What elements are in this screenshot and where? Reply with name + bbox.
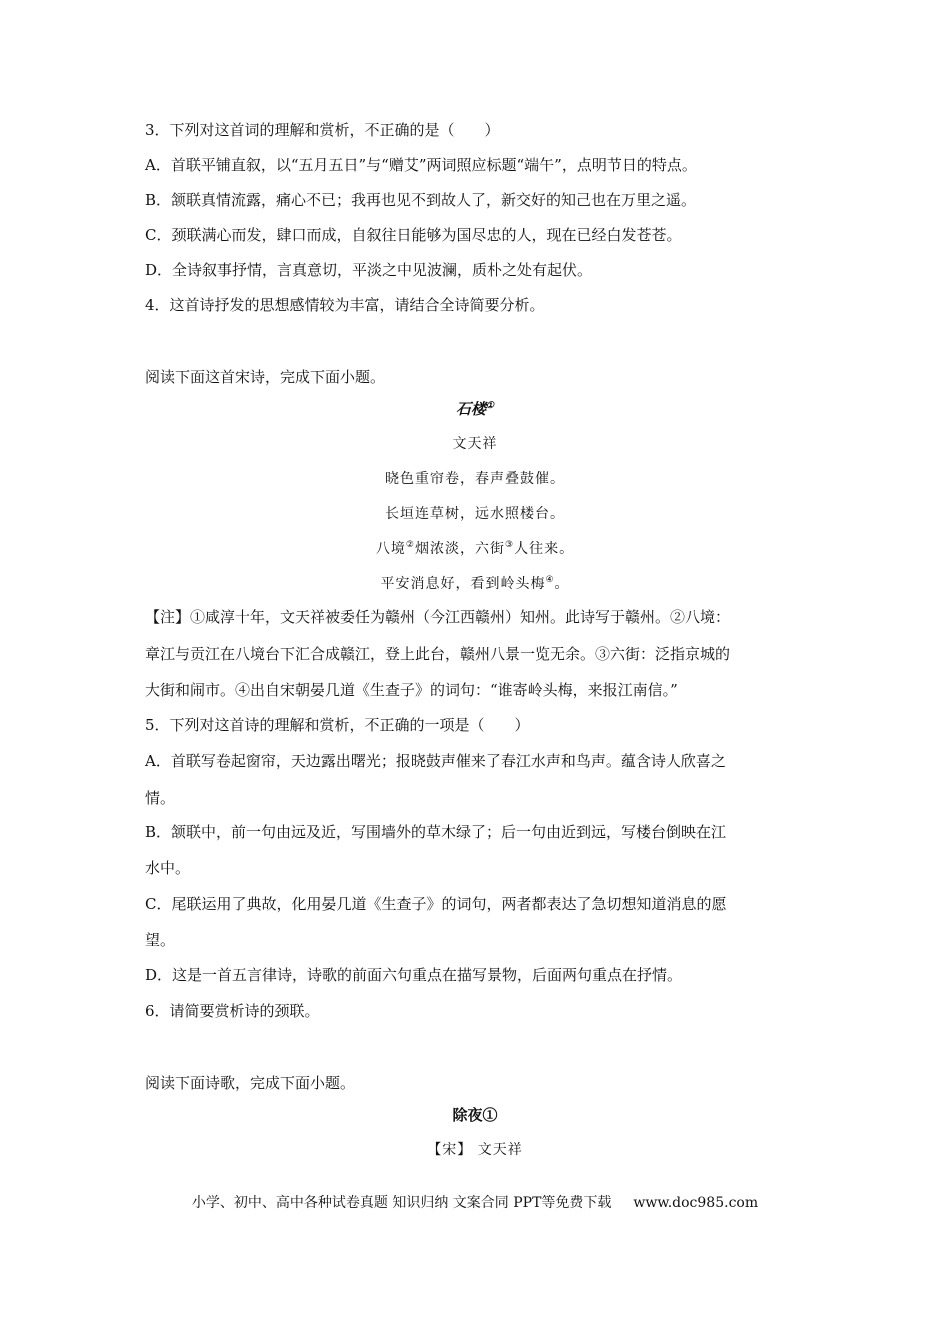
question-3-option-a: A．首联平铺直叙，以“五月五日”与“赠艾”两词照应标题“端午”，点明节日的特点。 (145, 156, 697, 174)
poem-author: 文天祥 (452, 436, 498, 452)
poem-title-text: 石楼 (455, 400, 486, 418)
question-3-option-c: C．颈联满心而发，肆口而成，自叙往日能够为国尽忠的人，现在已经白发苍苍。 (145, 226, 682, 244)
question-5-option-c-line-2: 望。 (145, 931, 176, 949)
poem-line-1: 晓色重帘卷，春声叠鼓催。 (385, 471, 565, 487)
page-footer (0, 1192, 950, 1212)
question-3-option-b: B．颔联真情流露，痛心不已；我再也见不到故人了，新交好的知己也在万里之遥。 (145, 191, 697, 209)
footer-url: www.doc985.com (633, 1195, 759, 1211)
footnote-marker-2: ② (405, 540, 415, 550)
section-2-intro: 阅读下面这首宋诗，完成下面小题。 (145, 368, 386, 386)
poem-2-title: 除夜① (452, 1106, 498, 1124)
poem-line-4 (0, 573, 950, 593)
note-line-1: 【注】①咸淳十年，文天祥被委任为赣州（今江西赣州）知州。此诗写于赣州。②八境： (145, 608, 731, 626)
question-5-option-c-line-1: C．尾联运用了典故，化用晏几道《生查子》的词句，两者都表达了急切想知道消息的愿 (145, 895, 727, 913)
poem-line-3-part-b: 烟浓淡，六街 (415, 541, 505, 557)
poem-line-3 (0, 538, 950, 558)
question-5-option-b-line-1: B．颔联中，前一句由远及近，写围墙外的草木绿了；后一句由近到远，写楼台倒映在江 (145, 823, 727, 841)
footnote-marker-3: ③ (505, 540, 515, 550)
question-4: 4．这首诗抒发的思想感情较为丰富，请结合全诗简要分析。 (145, 296, 545, 314)
question-5-option-d: D．这是一首五言律诗，诗歌的前面六句重点在描写景物，后面两句重点在抒情。 (145, 966, 683, 984)
note-line-2: 章江与贡江在八境台下汇合成赣江，登上此台，赣州八景一览无余。③六街：泛指京城的 (145, 645, 731, 663)
question-3: 3．下列对这首词的理解和赏析，不正确的是（ ） (145, 121, 500, 139)
question-3-option-d: D．全诗叙事抒情，言真意切，平淡之中见波澜，质朴之处有起伏。 (145, 261, 593, 279)
poem-title (0, 398, 950, 419)
question-5: 5．下列对这首诗的理解和赏析，不正确的一项是（ ） (145, 716, 530, 734)
footer-text: 小学、初中、高中各种试卷真题 知识归纳 文案合同 PPT等免费下载 (191, 1195, 612, 1211)
poem-line-3-part-a: 八境 (375, 541, 406, 557)
poem-title-footnote: ① (485, 401, 495, 411)
poem-line-4-part-b: 。 (554, 576, 570, 592)
question-5-option-a-line-2: 情。 (145, 789, 176, 807)
question-6: 6．请简要赏析诗的颈联。 (145, 1002, 320, 1020)
section-3-intro: 阅读下面诗歌，完成下面小题。 (145, 1074, 356, 1092)
question-5-option-a-line-1: A．首联写卷起窗帘，天边露出曙光；报晓鼓声催来了春江水声和鸟声。蕴含诗人欣喜之 (145, 752, 726, 770)
question-5-option-b-line-2: 水中。 (145, 859, 191, 877)
poem-line-4-part-a: 平安消息好，看到岭头梅 (380, 576, 546, 592)
note-line-3: 大街和闹市。④出自宋朝晏几道《生查子》的词句：“谁寄岭头梅，来报江南信。” (145, 681, 678, 699)
poem-2-author: 【宋】 文天祥 (427, 1142, 523, 1158)
footnote-marker-4: ④ (545, 575, 555, 585)
poem-line-3-part-c: 人往来。 (514, 541, 575, 557)
poem-line-2: 长垣连草树，远水照楼台。 (385, 506, 565, 522)
